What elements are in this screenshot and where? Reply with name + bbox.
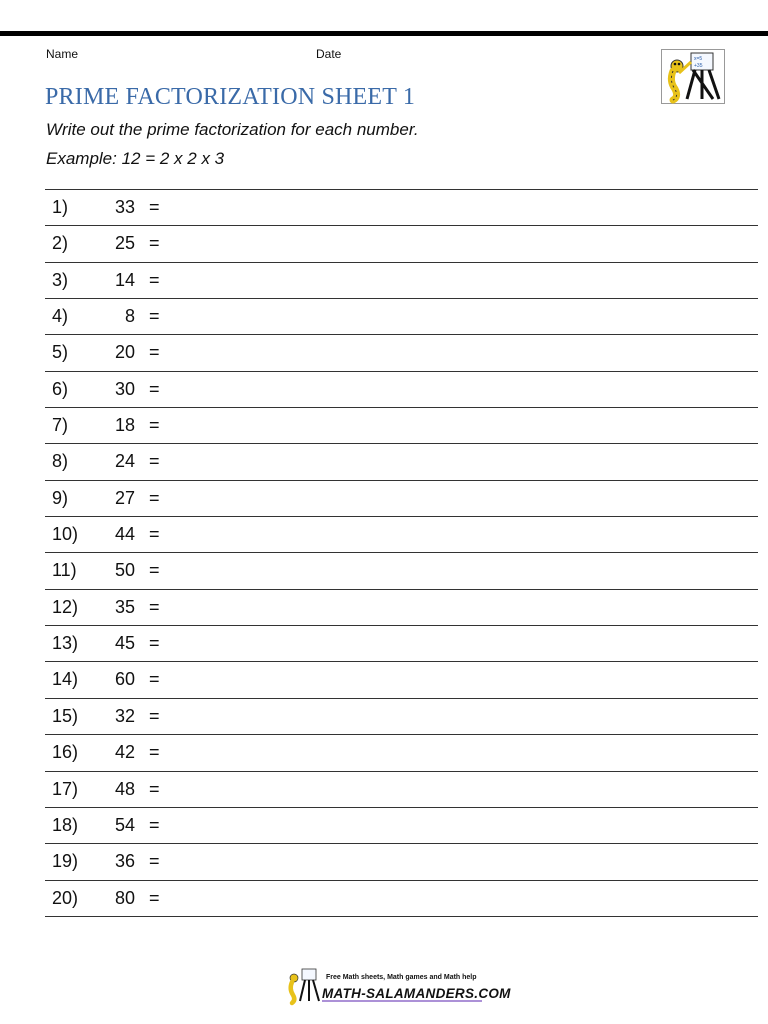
problem-value: 36 xyxy=(114,851,135,872)
problem-row xyxy=(45,590,758,626)
footer-salamander-icon xyxy=(290,969,319,1003)
problem-number: 8) xyxy=(52,451,69,472)
salamander-easel-logo-icon xyxy=(661,49,725,104)
footer-logo xyxy=(286,967,511,1005)
problem-value: 32 xyxy=(114,705,135,726)
problem-value: 24 xyxy=(114,451,135,472)
svg-text:x=5: x=5 xyxy=(694,56,703,62)
problem-number: 18) xyxy=(52,814,79,835)
equals-sign: = xyxy=(149,851,160,872)
problem-value: 44 xyxy=(114,524,135,545)
equals-sign: = xyxy=(149,233,160,254)
problem-row xyxy=(45,517,758,553)
problem-value: 20 xyxy=(114,342,135,363)
problem-number: 5) xyxy=(52,342,69,363)
problem-number: 1) xyxy=(52,197,69,217)
problem-number: 4) xyxy=(52,306,69,327)
example-text: Example: 12 = 2 x 2 x 3 xyxy=(46,149,225,168)
instruction-text: Write out the prime factorization for each number. xyxy=(46,120,419,139)
problem-value: 18 xyxy=(114,415,135,436)
problem-row xyxy=(45,372,758,408)
problem-row xyxy=(45,772,758,808)
equals-sign: = xyxy=(149,887,160,908)
problem-number: 3) xyxy=(52,269,69,290)
equals-sign: = xyxy=(149,451,160,472)
equals-sign: = xyxy=(149,814,160,835)
equals-sign: = xyxy=(149,487,160,508)
problem-list xyxy=(45,189,758,917)
problem-value: 54 xyxy=(114,814,135,835)
problem-number: 10) xyxy=(52,524,79,545)
problem-value: 60 xyxy=(114,669,135,690)
problem-row xyxy=(45,263,758,299)
problem-value: 8 xyxy=(124,306,135,327)
equals-sign: = xyxy=(149,742,160,763)
equals-sign: = xyxy=(149,560,160,581)
problem-row xyxy=(45,299,758,335)
top-rule xyxy=(0,31,768,36)
problem-row xyxy=(45,408,758,444)
problem-value: 45 xyxy=(114,633,135,654)
equals-sign: = xyxy=(149,596,160,617)
problem-number: 15) xyxy=(52,705,79,726)
equals-sign: = xyxy=(149,633,160,654)
problem-number: 11) xyxy=(52,560,77,581)
problem-number: 2) xyxy=(52,233,69,254)
problem-row xyxy=(45,844,758,880)
problem-row xyxy=(45,808,758,844)
problem-row xyxy=(45,444,758,480)
svg-text:+35: +35 xyxy=(694,63,703,69)
problem-number: 20) xyxy=(52,887,79,908)
name-label: Name xyxy=(46,47,79,61)
problem-value: 33 xyxy=(114,197,135,217)
equals-sign: = xyxy=(149,524,160,545)
equals-sign: = xyxy=(149,197,160,217)
date-label: Date xyxy=(316,47,342,61)
problem-number: 14) xyxy=(52,669,79,690)
footer-tagline: Free Math sheets, Math games and Math help xyxy=(326,974,477,981)
problem-number: 12) xyxy=(52,596,79,617)
problem-number: 17) xyxy=(52,778,79,799)
problem-row xyxy=(45,226,758,262)
equals-sign: = xyxy=(149,342,160,363)
problem-row xyxy=(45,335,758,371)
footer-site: MATH-SALAMANDERS.COM xyxy=(322,986,511,1001)
problem-number: 19) xyxy=(52,851,79,872)
problem-row xyxy=(45,190,758,226)
problem-value: 42 xyxy=(114,742,135,763)
problem-value: 80 xyxy=(114,887,135,908)
problem-value: 27 xyxy=(114,487,135,508)
problem-row xyxy=(45,626,758,662)
problem-row xyxy=(45,553,758,589)
equals-sign: = xyxy=(149,306,160,327)
problem-number: 16) xyxy=(52,742,79,763)
problem-number: 6) xyxy=(52,378,69,399)
problem-value: 48 xyxy=(114,778,135,799)
problem-row xyxy=(45,699,758,735)
equals-sign: = xyxy=(149,778,160,799)
problem-row xyxy=(45,735,758,771)
equals-sign: = xyxy=(149,669,160,690)
problem-number: 7) xyxy=(52,415,69,436)
problem-value: 50 xyxy=(114,560,135,581)
problem-value: 14 xyxy=(114,269,135,290)
equals-sign: = xyxy=(149,378,160,399)
page-title: PRIME FACTORIZATION SHEET 1 xyxy=(45,84,416,110)
equals-sign: = xyxy=(149,269,160,290)
problem-value: 35 xyxy=(114,596,135,617)
problem-value: 25 xyxy=(114,233,135,254)
problem-row xyxy=(45,662,758,698)
problem-number: 9) xyxy=(52,487,69,508)
equals-sign: = xyxy=(149,705,160,726)
problem-row xyxy=(45,881,758,917)
equals-sign: = xyxy=(149,415,160,436)
problem-number: 13) xyxy=(52,633,79,654)
problem-row xyxy=(45,481,758,517)
problem-value: 30 xyxy=(114,378,135,399)
